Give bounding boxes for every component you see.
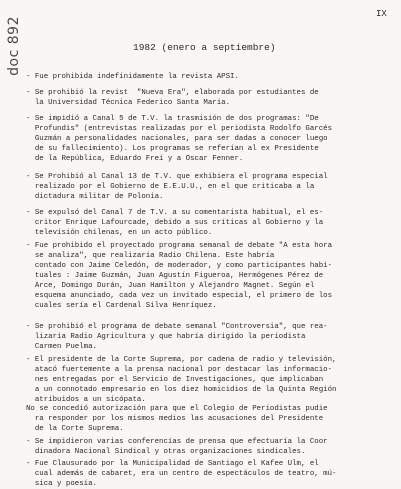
paragraph [26, 355, 386, 405]
text-line: - Fue prohibido el proyectado programa semanal de debate "A esta hora [26, 242, 333, 250]
text-line: ra responder por los mismos medios las acusaciones del Presidente [26, 415, 324, 423]
text-line: de la República, Eduardo Frei y a Oscar Fenner. [26, 155, 244, 163]
paragraph [26, 404, 386, 434]
text-line: tuales : Jaime Guzmán, Juan Agustín Figueroa, Hermógenes Pérez de [26, 272, 324, 280]
page-number: IX [376, 9, 387, 19]
text-line: Arce, Domingo Durán, Juan Hamilton y Alejandro Magnet. Según el [26, 282, 315, 290]
text-line: cuales sería el Cardenal Silva Henríquez. [26, 302, 217, 310]
paragraph [26, 322, 386, 352]
paragraph [26, 437, 386, 457]
text-line: dictadura militar de Polonia. [26, 193, 164, 201]
text-line: Carmen Puelma. [26, 343, 97, 351]
paragraph [26, 208, 386, 238]
text-line: - Se impidieron varias conferencias de prensa que efectuaría la Coor [26, 438, 328, 446]
text-line: de su fallecimiento). Los programas se referían al ex Presidente [26, 145, 319, 153]
text-line: - Se Prohibió al Canal 13 de T.V. que exhibiera el programa especial [26, 173, 328, 181]
text-line: No se concedió autorización para que el Colegio de Periodistas pudie [26, 405, 328, 413]
text-line: - Se prohibió el programa de debate semanal "Controversia", que rea- [26, 323, 328, 331]
text-line: cual además de cabaret, era un centro de espectáculos de teatro, mú- [26, 470, 337, 478]
text-line: - Fue prohibida indefinidamente la revista APSI. [26, 73, 239, 81]
text-line: - Fue Clausurado por la Municipalidad de Santiago el Kafee Ulm, el [26, 460, 319, 468]
document-number-handwritten: doc 892 [6, 16, 22, 76]
text-line: - El presidente de la Corte Suprema, por cadena de radio y televisión, [26, 356, 337, 364]
text-line: la Universidad Técnica Federico Santa María. [26, 99, 231, 107]
text-line: televisión chilenas, en un acto público. [26, 229, 213, 237]
paragraph [26, 241, 386, 311]
text-line: contado con Jaime Celedón, de moderador, y como participantes habi- [26, 262, 333, 270]
document-heading: 1982 (enero a septiembre) [133, 42, 276, 53]
text-line: atacó fuertemente a la prensa nacional por destacar las informacio- [26, 366, 333, 374]
text-line: atribuidos a un sicópata. [26, 396, 146, 404]
text-line: lizaría Radio Agricultura y que habría dirigido la periodista [26, 333, 306, 341]
text-line: esquema anunciado, cada vez un invitado especial, el primero de los [26, 292, 333, 300]
text-line: de la Corte Suprema. [26, 425, 124, 433]
text-line: sica y poesía. [26, 480, 97, 488]
paragraph [26, 88, 386, 108]
text-line: - Se expulsó del Canal 7 de T.V. a su comentarista habitual, el es- [26, 209, 324, 217]
text-line: - Se impidió a Canal 5 de T.V. la trasmisión de dos programas: "De [26, 115, 319, 123]
paragraph [26, 172, 386, 202]
paragraph [26, 114, 386, 164]
paragraph [26, 459, 386, 489]
text-line: nes entregadas por el Servicio de Investigaciones, que implicaban [26, 376, 324, 384]
text-line: critor Enrique Lafourcade, debido a sus críticas al Gobierno y la [26, 219, 324, 227]
text-line: a un connotado empresario en los diez homicidios de la Quinta Región [26, 386, 337, 394]
text-line: realizado por el Gobierno de E.E.U.U., en el que criticaba a la [26, 183, 315, 191]
text-line: Guzmán a personalidades nacionales, para ser dadas a conocer luego [26, 135, 328, 143]
paragraph [26, 72, 386, 82]
text-line: - Se prohibió la revist "Nueva Era", elaborada por estudiantes de [26, 89, 319, 97]
text-line: dinadora Nacional Sindical y otras organizaciones sindicales. [26, 448, 306, 456]
text-line: Profundis" (entrevistas realizadas por el periodista Rodolfo Garcés [26, 125, 333, 133]
text-line: se analiza", que realizaría Radio Chilena. Este habría [26, 252, 275, 260]
